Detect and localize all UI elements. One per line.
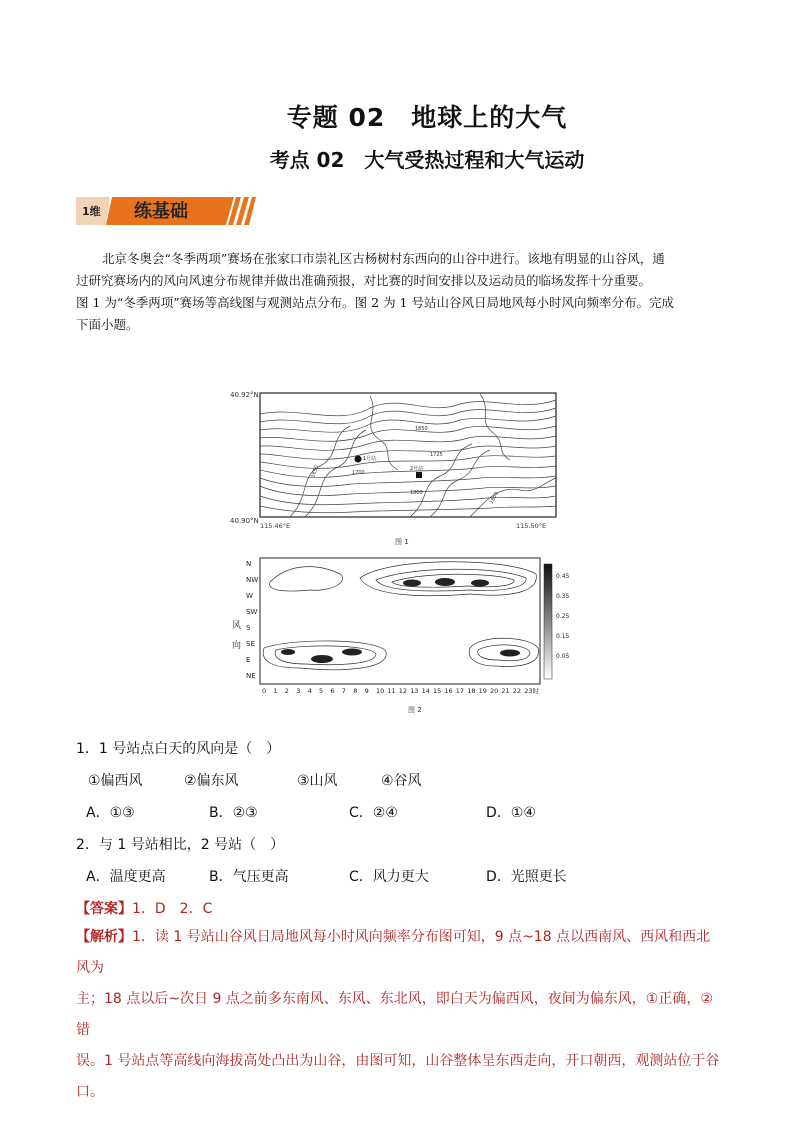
section-banner xyxy=(76,193,256,229)
answer-text: 1．D 2．C xyxy=(132,901,213,917)
x-tick-label: 5 xyxy=(319,687,324,695)
x-tick-label: 14 xyxy=(421,687,430,695)
banner-graphic xyxy=(76,193,256,229)
x-tick-label: 21 xyxy=(501,687,510,695)
x-tick-label: 4 xyxy=(307,687,312,695)
page-title: 专题 02 地球上的大气 xyxy=(286,103,568,132)
x-tick-label: 16 xyxy=(444,687,453,695)
colorbar-label: 0.45 xyxy=(556,573,570,580)
q1-option-b[interactable]: B．②③ xyxy=(209,805,258,821)
q2-option-d[interactable]: D．光照更长 xyxy=(486,869,567,885)
x-tick-label: 12 xyxy=(398,687,408,695)
intro-paragraph xyxy=(76,248,716,336)
y-tick-label: E xyxy=(246,656,251,664)
x-tick-label: 13 xyxy=(410,687,419,695)
map-frame xyxy=(260,393,556,517)
y-tick-label: NW xyxy=(246,576,259,584)
figure-area xyxy=(230,386,570,718)
chart-frame xyxy=(260,558,540,684)
contour-label: 1650 xyxy=(310,464,321,479)
y-tick-label: SW xyxy=(246,608,258,616)
colorbar-label: 0.05 xyxy=(556,653,570,660)
x-tick-label: 2 xyxy=(284,687,289,695)
y-tick-label: SE xyxy=(246,640,255,648)
figure2-caption: 图 2 xyxy=(408,706,422,714)
analysis-label: 【解析】 xyxy=(76,929,132,945)
contour-label: 1850 xyxy=(415,426,428,432)
q1-option-d[interactable]: D．①④ xyxy=(486,805,536,821)
colorbar-label: 0.15 xyxy=(556,633,570,640)
analysis-line: 主；18 点以后~次日 9 点之前多东南风、东风、东北风，即白天为偏西风，夜间为偏东风，①正确，②错 xyxy=(76,991,713,1038)
lat-bottom-label: 40.90°N xyxy=(230,517,259,525)
q2-option-a[interactable]: A．温度更高 xyxy=(86,869,166,885)
colorbar xyxy=(544,564,552,679)
analysis-line xyxy=(76,922,724,984)
lon-right-label: 115.50°E xyxy=(516,522,547,530)
q2-option-c[interactable]: C．风力更大 xyxy=(349,869,429,885)
x-tick-label: 11 xyxy=(387,687,396,695)
x-tick-label: 6 xyxy=(330,687,335,695)
x-tick-label: 3 xyxy=(296,687,301,695)
q1-item: ④谷风 xyxy=(381,773,422,789)
q2-option-b[interactable]: B．气压更高 xyxy=(209,869,289,885)
analysis-block xyxy=(76,922,724,1108)
y-axis-title: 向 xyxy=(232,641,242,651)
contour-label: 1650 xyxy=(488,490,501,505)
wind-frequency-chart xyxy=(232,558,570,714)
x-tick-label: 17 xyxy=(455,687,465,695)
y-tick-label: N xyxy=(246,560,252,568)
y-tick-label: NE xyxy=(246,672,256,680)
lat-top-label: 40.92°N xyxy=(230,391,259,399)
intro-line: 下面小题。 xyxy=(76,317,139,332)
intro-line: 过研究赛场内的风向风速分布规律并做出准确预报，对比赛的时间安排以及运动员的临场发挥十分重要。 xyxy=(76,273,652,288)
station1-marker xyxy=(355,456,362,463)
x-tick-label: 7 xyxy=(341,687,346,695)
answer-line xyxy=(76,898,212,918)
intro-line: 图 1 为“冬季两项”赛场等高线图与观测站点分布。图 2 为 1 号站山谷风日局地风每小时风向频率分布。完成 xyxy=(76,295,674,310)
contour-map xyxy=(230,391,556,546)
q1-item: ①偏西风 xyxy=(88,773,143,789)
x-tick-label: 15 xyxy=(433,687,442,695)
analysis-line: 误。1 号站点等高线向海拔高处凸出为山谷，由图可知，山谷整体呈东西走向，开口朝西，观测站位于谷口。 xyxy=(76,1053,720,1100)
station2-marker xyxy=(416,472,422,478)
figure1-caption: 图 1 xyxy=(395,538,409,546)
x-tick-label: 19 xyxy=(478,687,487,695)
x-tick-label: 10 xyxy=(376,687,385,695)
x-tick-label: 0 xyxy=(262,687,267,695)
intro-line: 北京冬奥会“冬季两项”赛场在张家口市崇礼区古杨树村东西向的山谷中进行。该地有明显的山谷风，通 xyxy=(102,251,665,266)
station2-label: 2号站 xyxy=(410,466,424,472)
station1-label: 1号站 xyxy=(363,456,377,462)
banner-level: 1维 xyxy=(82,205,101,218)
lon-left-label: 115.46°E xyxy=(260,522,291,530)
question-1-stem: 1．1 号站点白天的风向是（ ） xyxy=(76,741,281,757)
x-tick-label: 20 xyxy=(490,687,499,695)
y-tick-label: S xyxy=(246,624,251,632)
q1-option-c[interactable]: C．②④ xyxy=(349,805,398,821)
contour-label: 1700 xyxy=(352,470,365,476)
y-tick-label: W xyxy=(246,592,253,600)
question-2-stem: 2．与 1 号站相比，2 号站（ ） xyxy=(76,837,285,853)
analysis-text: 1．读 1 号站山谷风日局地风每小时风向频率分布图可知，9 点~18 点以西南风、西风和西北风为 xyxy=(76,929,711,976)
x-tick-label: 1 xyxy=(273,687,278,695)
y-axis-title: 风 xyxy=(232,621,242,631)
contour-label: 1800 xyxy=(410,490,423,496)
q1-option-a[interactable]: A．①③ xyxy=(86,805,135,821)
x-tick-label: 22 xyxy=(512,687,522,695)
q1-item: ③山风 xyxy=(297,773,338,789)
x-tick-label: 9 xyxy=(364,687,369,695)
x-tick-label: 23时 xyxy=(524,687,539,695)
x-tick-label: 18 xyxy=(467,687,476,695)
page-subtitle: 考点 02 大气受热过程和大气运动 xyxy=(269,148,585,172)
colorbar-label: 0.35 xyxy=(556,593,570,600)
contour-label: 1725 xyxy=(430,452,443,458)
banner-label: 练基础 xyxy=(134,201,188,222)
x-tick-label: 8 xyxy=(353,687,358,695)
q1-item: ②偏东风 xyxy=(184,773,239,789)
colorbar-label: 0.25 xyxy=(556,613,570,620)
answer-label: 【答案】 xyxy=(76,901,132,917)
